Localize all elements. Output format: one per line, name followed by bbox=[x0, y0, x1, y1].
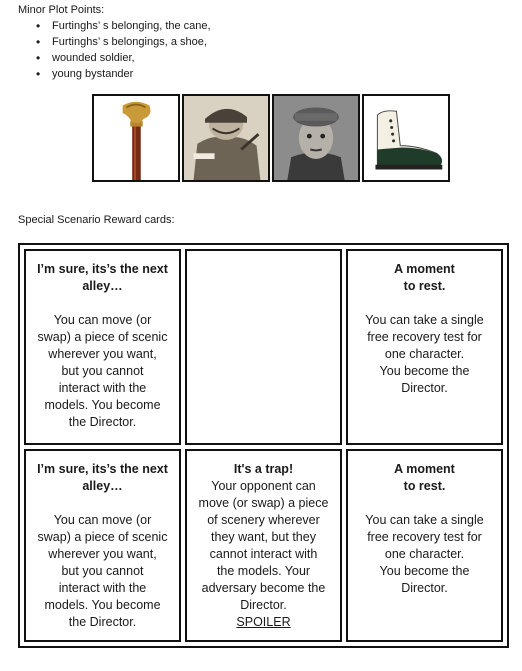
card-text: of scenery wherever bbox=[207, 513, 320, 527]
card-title: I’m sure, its’s the next bbox=[37, 262, 168, 276]
reward-card-its-a-trap bbox=[185, 449, 342, 642]
card-text: they want, but they bbox=[211, 530, 316, 544]
card-text: swap) a piece of scenic bbox=[37, 330, 168, 344]
card-text: You become the bbox=[379, 364, 470, 378]
card-text: the models. Your bbox=[216, 564, 311, 578]
card-text: free recovery test for bbox=[367, 530, 482, 544]
wounded-soldier-image bbox=[182, 94, 270, 182]
card-text: the Director. bbox=[68, 615, 137, 629]
card-title: It's a trap! bbox=[233, 462, 294, 476]
card-text: interact with the bbox=[58, 381, 147, 395]
card-text: but you cannot bbox=[61, 564, 144, 578]
card-text: swap) a piece of scenic bbox=[37, 530, 168, 544]
card-text: You can take a single bbox=[365, 513, 484, 527]
card-text: models. You become bbox=[44, 398, 161, 412]
cane-image bbox=[92, 94, 180, 182]
young-bystander-image bbox=[272, 94, 360, 182]
card-text: models. You become bbox=[44, 598, 161, 612]
shoe-image bbox=[362, 94, 450, 182]
card-text: You can move (or bbox=[53, 313, 152, 327]
card-text: free recovery test for bbox=[367, 330, 482, 344]
reward-card-moment-to-rest bbox=[346, 449, 503, 642]
card-title: A moment bbox=[394, 462, 455, 476]
card-text: Director. bbox=[240, 598, 287, 612]
card-text: move (or swap) a piece bbox=[198, 496, 329, 510]
card-text: adversary become the bbox=[201, 581, 326, 595]
card-title: to rest. bbox=[403, 279, 446, 293]
reward-card-moment-to-rest bbox=[346, 249, 503, 445]
card-text: Your opponent can bbox=[211, 479, 316, 493]
card-text: cannot interact with bbox=[209, 547, 318, 561]
card-title: alley… bbox=[82, 479, 123, 493]
card-text: You become the bbox=[379, 564, 470, 578]
reward-cards-heading: Special Scenario Reward cards: bbox=[18, 214, 175, 226]
card-text: one character. bbox=[384, 547, 465, 561]
reward-card-blank bbox=[185, 249, 342, 445]
reward-cards-grid bbox=[18, 243, 509, 648]
card-text: wherever you want, bbox=[48, 347, 157, 361]
plot-point-images bbox=[92, 94, 452, 182]
card-text: Director. bbox=[401, 381, 448, 395]
card-text: interact with the bbox=[58, 581, 147, 595]
list-item: • Furtinghs’ s belonging, the cane, bbox=[36, 18, 211, 34]
card-title: to rest. bbox=[403, 479, 446, 493]
spoiler-label: SPOILER bbox=[236, 615, 291, 629]
minor-plot-points-heading: Minor Plot Points: bbox=[18, 4, 105, 16]
card-text: but you cannot bbox=[61, 364, 144, 378]
card-text: one character. bbox=[384, 347, 465, 361]
reward-card-next-alley bbox=[24, 449, 181, 642]
card-text: the Director. bbox=[68, 415, 137, 429]
list-item: • Furtinghs’ s belongings, a shoe, bbox=[36, 34, 211, 50]
card-title: A moment bbox=[394, 262, 455, 276]
plot-points-list bbox=[36, 18, 211, 82]
list-item: • wounded soldier, bbox=[36, 50, 211, 66]
card-text: Director. bbox=[401, 581, 448, 595]
card-title: alley… bbox=[82, 279, 123, 293]
card-title: I’m sure, its’s the next bbox=[37, 462, 168, 476]
list-item: • young bystander bbox=[36, 66, 211, 82]
reward-card-next-alley bbox=[24, 249, 181, 445]
card-text: You can take a single bbox=[365, 313, 484, 327]
card-text: You can move (or bbox=[53, 513, 152, 527]
card-text: wherever you want, bbox=[48, 547, 157, 561]
